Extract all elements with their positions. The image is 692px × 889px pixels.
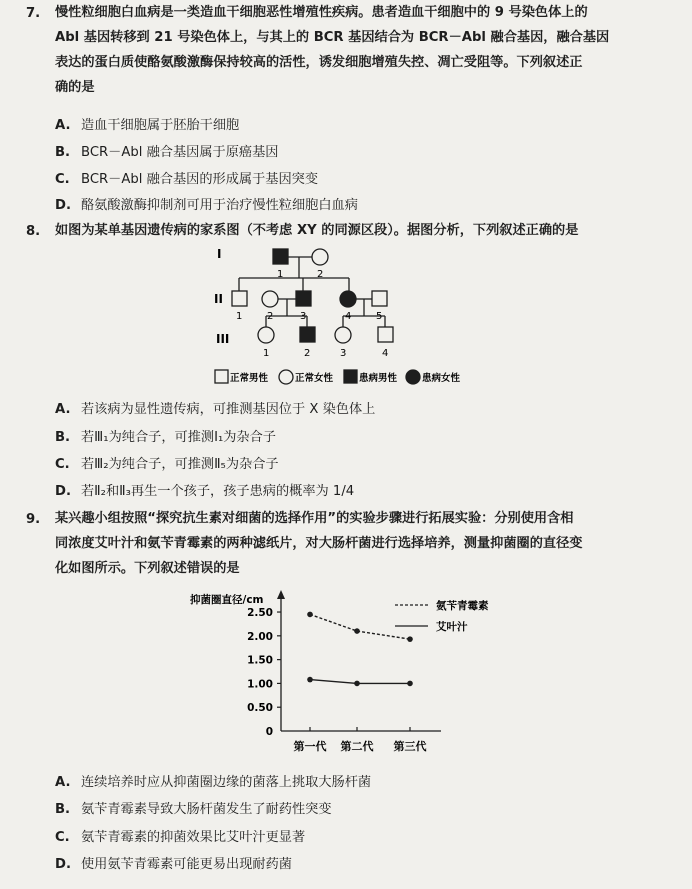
x-tick-label: 第三代 — [393, 740, 427, 753]
pedigree-id: 1 — [277, 269, 284, 280]
pedigree-normal-male-ii1 — [232, 291, 247, 306]
q7-stem — [55, 0, 609, 100]
q7-option-c — [55, 168, 318, 187]
pedigree-affected-female-ii4 — [340, 291, 356, 307]
series-line-solid — [310, 680, 410, 684]
q9-option-c — [55, 826, 305, 845]
q8-option-c — [55, 453, 279, 472]
q9-option-b — [55, 798, 332, 817]
option-text: 酪氨酸激酶抑制剂可用于治疗慢性粒细胞白血病 — [81, 198, 358, 213]
option-label: D. — [55, 484, 71, 499]
option-text: 若Ⅱ₂和Ⅱ₃再生一个孩子，孩子患病的概率为 1/4 — [81, 484, 355, 499]
y-tick-label: 1.00 — [247, 678, 273, 691]
data-point — [354, 681, 360, 687]
pedigree-id: 5 — [376, 311, 383, 322]
option-label: A. — [55, 775, 71, 790]
option-label: D. — [55, 198, 71, 213]
option-text: 使用氨苄青霉素可能更易出现耐药菌 — [81, 857, 292, 872]
q8-number: 8. — [26, 224, 41, 239]
q9-stem-line: 某兴趣小组按照“探究抗生素对细菌的选择作用”的实验步骤进行拓展实验：分别使用含相 — [55, 511, 574, 526]
data-point — [307, 612, 313, 618]
q9-number: 9. — [26, 512, 41, 527]
pedigree-normal-female-i2 — [312, 249, 328, 265]
generation-label-i: I — [217, 247, 222, 261]
q7-stem-line: Abl 基因转移到 21 号染色体上，与其上的 BCR 基因结合为 BCR－Abl 融合基因，融合基因 — [55, 30, 610, 45]
pedigree-id: 2 — [304, 348, 311, 359]
pedigree-affected-male-i1 — [273, 249, 288, 264]
option-label: D. — [55, 857, 71, 872]
option-text: BCR－Abl 融合基因属于原癌基因 — [81, 145, 279, 160]
generation-label-iii: III — [216, 332, 230, 346]
option-text: 连续培养时应从抑菌圈边缘的菌落上挑取大肠杆菌 — [81, 775, 372, 790]
option-label: B. — [55, 430, 71, 445]
pedigree-normal-female-iii3 — [335, 327, 351, 343]
q7-option-a — [55, 114, 239, 133]
y-tick-label: 2.50 — [247, 607, 273, 620]
option-text: 氨苄青霉素导致大肠杆菌发生了耐药性突变 — [81, 802, 332, 817]
legend-affected-female-symbol — [406, 370, 420, 384]
option-text: 氨苄青霉素的抑菌效果比艾叶汁更显著 — [81, 830, 306, 845]
pedigree-id: 4 — [345, 311, 352, 322]
option-label: C. — [55, 830, 70, 845]
q9-stem-line: 同浓度艾叶汁和氨苄青霉素的两种滤纸片，对大肠杆菌进行选择培养，测量抑菌圈的直径变 — [55, 536, 583, 551]
inhibition-zone-chart — [0, 585, 692, 770]
q7-number: 7. — [26, 6, 41, 21]
y-tick-label: 1.50 — [247, 654, 273, 667]
pedigree-affected-male-ii3 — [296, 291, 311, 306]
q8-option-a — [55, 398, 375, 417]
y-tick-label: 0.50 — [247, 702, 273, 715]
pedigree-id: 3 — [300, 311, 307, 322]
option-text: 若Ⅲ₁为纯合子，可推测Ⅰ₁为杂合子 — [81, 430, 276, 445]
q9-option-d — [55, 853, 292, 872]
legend-normal-female-label: 正常女性 — [295, 373, 334, 384]
pedigree-normal-female-iii1 — [258, 327, 274, 343]
option-text: 造血干细胞属于胚胎干细胞 — [81, 118, 240, 133]
q9-option-a — [55, 771, 371, 790]
x-tick-label: 第二代 — [340, 740, 374, 753]
option-text: 若该病为显性遗传病，可推测基因位于 X 染色体上 — [81, 402, 376, 417]
y-axis-arrow-icon — [277, 590, 285, 599]
option-label: C. — [55, 172, 70, 187]
q9-stem-line: 化如图所示。下列叙述错误的是 — [55, 561, 240, 576]
y-tick-label: 2.00 — [247, 630, 273, 643]
q8-stem-line: 如图为某单基因遗传病的家系图（不考虑 XY 的同源区段）。据图分析，下列叙述正确的是 — [55, 223, 579, 238]
y-tick-label: 0 — [265, 726, 273, 738]
option-label: A. — [55, 118, 71, 133]
q7-stem-line: 慢性粒细胞白血病是一类造血干细胞恶性增殖性疾病。患者造血干细胞中的 9 号染色体上的 — [55, 5, 588, 20]
legend-normal-male-symbol — [215, 370, 228, 383]
legend-affected-male-label: 患病男性 — [359, 373, 398, 384]
q7-option-b — [55, 141, 279, 160]
data-point — [407, 636, 413, 642]
legend-affected-female-label: 患病女性 — [422, 373, 461, 384]
pedigree-id: 4 — [382, 348, 389, 359]
q8-option-d — [55, 480, 354, 499]
option-label: B. — [55, 802, 71, 817]
pedigree-normal-male-iii4 — [378, 327, 393, 342]
x-tick-label: 第一代 — [293, 740, 327, 753]
data-point — [407, 681, 413, 687]
q9-stem — [55, 506, 583, 581]
option-label: A. — [55, 402, 71, 417]
data-point — [354, 628, 360, 634]
q8-option-b — [55, 426, 276, 445]
pedigree-id: 1 — [263, 348, 270, 359]
q7-stem-line: 表达的蛋白质使酪氨酸激酶保持较高的活性，诱发细胞增殖失控、凋亡受阻等。下列叙述正 — [55, 55, 583, 70]
q7-stem-line: 确的是 — [55, 80, 95, 95]
pedigree-chart — [0, 240, 692, 395]
pedigree-id: 3 — [340, 348, 347, 359]
option-label: C. — [55, 457, 70, 472]
pedigree-id: 2 — [317, 269, 324, 280]
generation-label-ii: II — [214, 292, 223, 306]
pedigree-id: 1 — [236, 311, 243, 322]
legend-normal-male-label: 正常男性 — [230, 373, 269, 384]
legend-label: 氨苄青霉素 — [436, 600, 489, 612]
data-point — [307, 677, 313, 683]
option-text: 若Ⅲ₂为纯合子，可推测Ⅱ₅为杂合子 — [81, 457, 279, 472]
chart-ylabel: 抑菌圈直径/cm — [190, 594, 264, 606]
legend-normal-female-symbol — [279, 370, 293, 384]
pedigree-affected-male-iii2 — [300, 327, 315, 342]
option-text: BCR－Abl 融合基因的形成属于基因突变 — [81, 172, 319, 187]
legend-label: 艾叶汁 — [436, 621, 468, 633]
legend-affected-male-symbol — [344, 370, 357, 383]
q7-option-d — [55, 194, 358, 213]
series-line-dashed — [310, 614, 410, 639]
pedigree-normal-male-ii5 — [372, 291, 387, 306]
pedigree-lines — [239, 257, 385, 327]
option-label: B. — [55, 145, 71, 160]
pedigree-normal-female-ii2 — [262, 291, 278, 307]
pedigree-id: 2 — [267, 311, 274, 322]
